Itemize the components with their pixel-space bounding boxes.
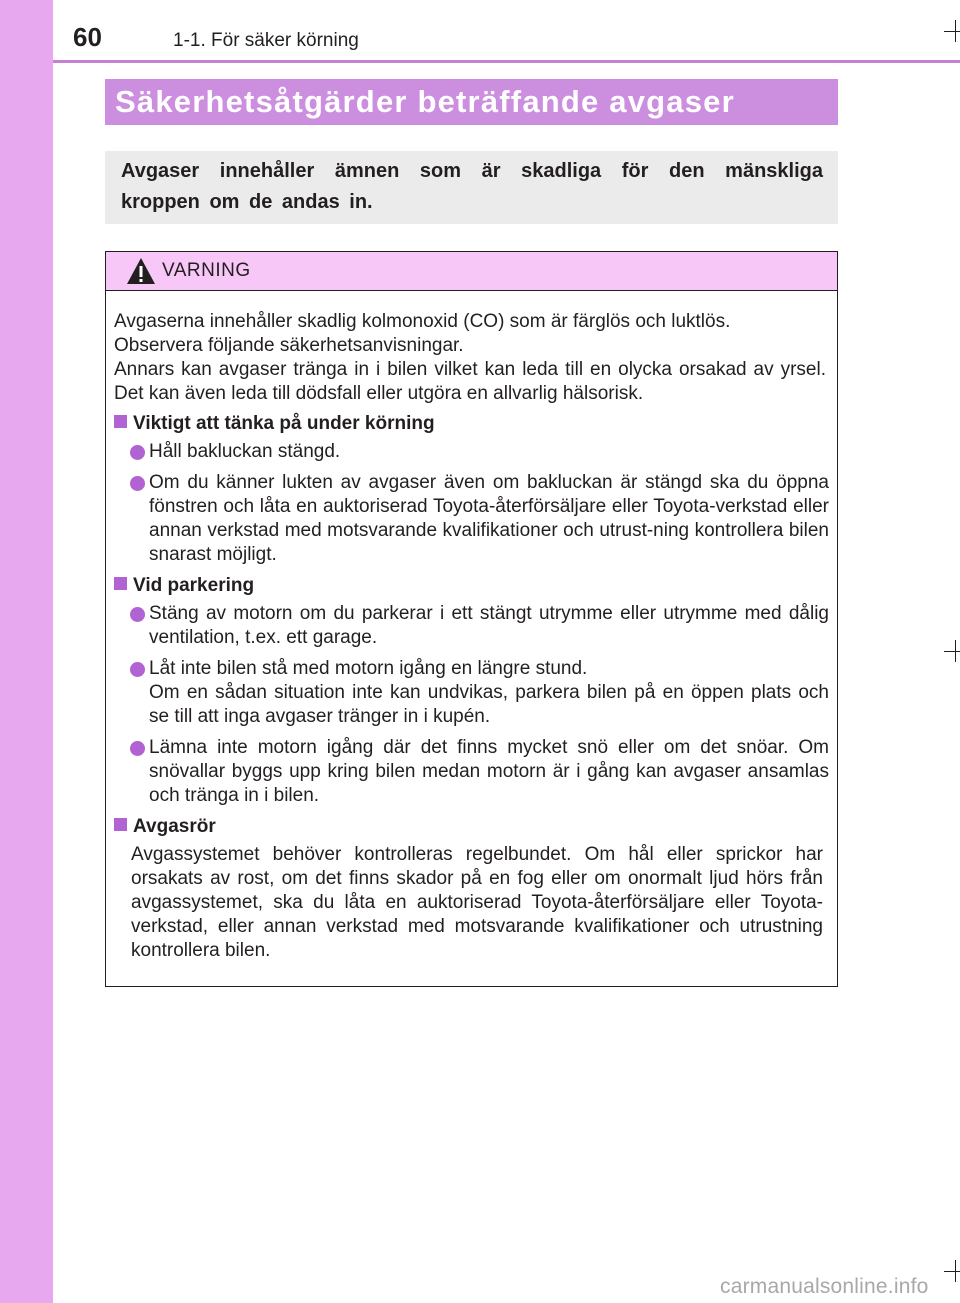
round-bullet-icon xyxy=(130,445,145,460)
section-heading: Viktigt att tänka på under körning xyxy=(114,412,435,436)
warning-intro-line: Annars kan avgaser tränga in i bilen vilket kan leda till en olycka orsakad av yrsel. Det kan även leda till dödsfall eller utgöra en allvarlig hälsorisk. xyxy=(114,359,826,404)
intro-text: Avgaser innehåller ämnen som är skadliga för den mänskliga kroppen om de andas in. xyxy=(121,160,823,213)
list-item: Lämna inte motorn igång där det finns mycket snö eller om det snöar. Om snövallar byggs upp kring bilen medan motorn är i gång kan avgaser ansamlas och tränga in i bilen. xyxy=(130,736,829,808)
warning-intro-line: Avgaserna innehåller skadlig kolmonoxid (CO) som är färglös och luktlös. xyxy=(114,311,731,332)
list-item: Om du känner lukten av avgaser även om bakluckan är stängd ska du öppna fönstren och låta en auktoriserad Toyota-återförsäljare eller Toyota-verkstad eller annan verkstad med motsvarande kvalifikationer och utrust-ning kontrollera bilen snarast möjligt. xyxy=(130,471,829,567)
section-heading: Vid parkering xyxy=(114,574,254,598)
crop-mark-bottom-v xyxy=(955,1260,956,1282)
warning-triangle-icon xyxy=(126,257,156,285)
watermark: carmanualsonline.info xyxy=(720,1275,929,1298)
crop-mark-top-h xyxy=(944,31,960,32)
warning-intro-line: Observera följande säkerhetsanvisningar. xyxy=(114,335,464,356)
round-bullet-icon xyxy=(130,741,145,756)
page-side-tab xyxy=(0,0,53,1303)
round-bullet-icon xyxy=(130,662,145,677)
round-bullet-icon xyxy=(130,476,145,491)
square-bullet-icon xyxy=(114,818,127,831)
round-bullet-icon xyxy=(130,607,145,622)
header-divider xyxy=(53,60,960,63)
warning-intro xyxy=(114,310,826,406)
section-title: Säkerhetsåtgärder beträffande avgaser xyxy=(115,84,735,119)
warning-header xyxy=(106,252,837,291)
warning-box xyxy=(105,251,838,987)
section-text: Avgassystemet behöver kontrolleras regelbundet. Om hål eller sprickor har orsakats av rost, om det finns skador på en fog eller om onormalt ljud hörs från avgassystemet, ska du låta en auktoriserad Toyota-återförsäljare eller Toyota-verkstad, eller annan verkstad med motsvarande kvalifikationer och utrustning kontrollera bilen. xyxy=(131,844,823,961)
crop-mark-mid-v xyxy=(955,640,956,662)
section-heading: Avgasrör xyxy=(114,815,216,839)
square-bullet-icon xyxy=(114,577,127,590)
crop-mark-mid-h xyxy=(944,651,960,652)
section-title-bar xyxy=(105,79,838,125)
breadcrumb: 1-1. För säker körning xyxy=(173,30,359,51)
square-bullet-icon xyxy=(114,415,127,428)
intro-box xyxy=(105,151,838,224)
list-item: Håll bakluckan stängd. xyxy=(130,440,829,464)
list-item: Låt inte bilen stå med motorn igång en längre stund. Om en sådan situation inte kan undvikas, parkera bilen på en öppen plats och se till att inga avgaser tränger in i kupén. xyxy=(130,657,829,729)
crop-mark-bottom-h xyxy=(944,1271,960,1272)
list-item: Stäng av motorn om du parkerar i ett stängt utrymme eller utrymme med dålig ventilation, t.ex. ett garage. xyxy=(130,602,829,650)
crop-mark-top-v xyxy=(955,20,956,42)
page-number: 60 xyxy=(73,22,102,52)
warning-label: VARNING xyxy=(162,260,251,281)
